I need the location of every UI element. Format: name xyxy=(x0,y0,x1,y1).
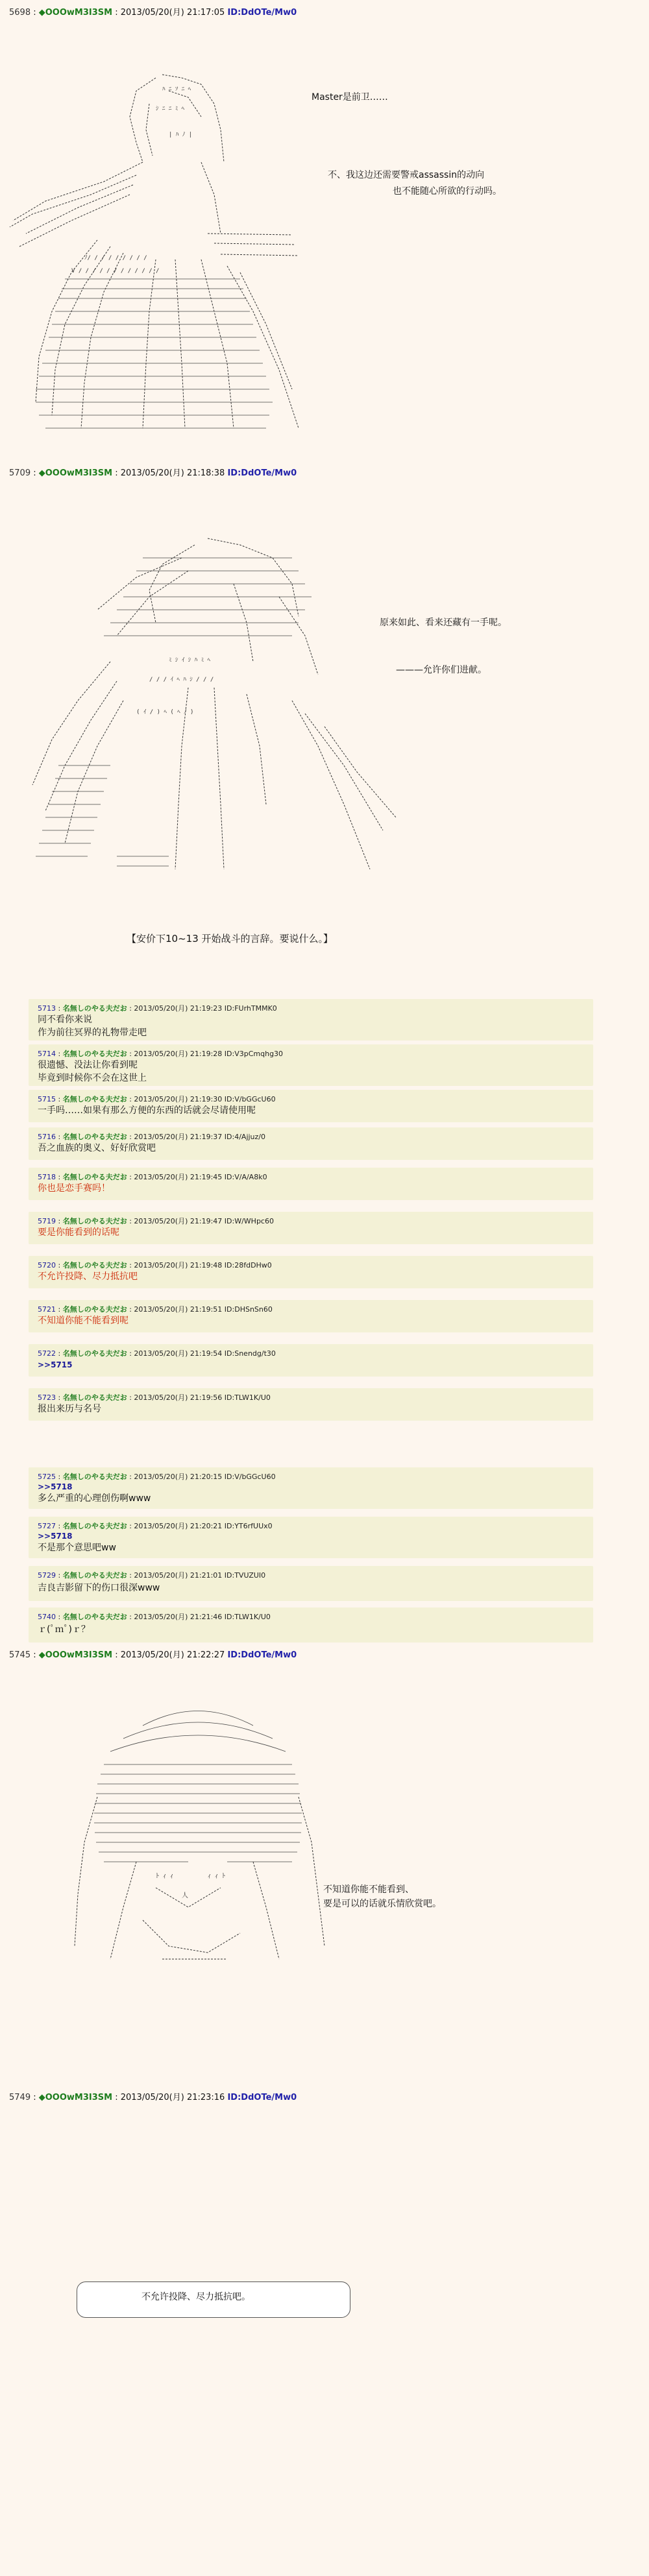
response-id[interactable]: ID:V/bGGcU60 xyxy=(224,1473,276,1481)
response-text: 很遗憾、没法让你看到呢 xyxy=(38,1060,138,1070)
response-name: 名無しのやる夫だお xyxy=(62,1349,127,1358)
reply-anchor-link[interactable]: >>5718 xyxy=(38,1532,73,1541)
response-id[interactable]: ID:4/Ajjuz/0 xyxy=(224,1133,266,1141)
poster-name: ◆OOOwM3I3SM xyxy=(38,2093,113,2102)
post-date: 2013/05/20(月) 21:18:38 xyxy=(120,468,225,478)
response-text: 一手吗……如果有那么方便的东西的话就会尽请使用呢 xyxy=(38,1105,256,1116)
post-header: 5698 : ◆OOOwM3I3SM : 2013/05/20(月) 21:17:05 ID:DdOTe/Mw0 xyxy=(9,8,297,18)
response-id[interactable]: ID:28fdDHw0 xyxy=(224,1261,272,1270)
anchor-announcement: 【安价下10~13 开始战斗的言辞。要说什么。】 xyxy=(127,933,334,945)
response-date: 2013/05/20(月) 21:19:51 xyxy=(134,1305,223,1314)
svg-text:ｨ ｨ ﾄ: ｨ ｨ ﾄ xyxy=(208,1873,226,1880)
response-text: 同不看你来说 xyxy=(38,1015,92,1025)
response-list-item: 5729 : 名無しのやる夫だお : 2013/05/20(月) 21:21:01 ID:TVUZUI0 吉良吉影留下的伤口很深www xyxy=(29,1566,593,1601)
response-date: 2013/05/20(月) 21:20:21 xyxy=(134,1522,223,1530)
response-number[interactable]: 5727 xyxy=(38,1522,56,1530)
response-id[interactable]: ID:V3pCmqhg30 xyxy=(224,1050,284,1058)
svg-text:ﾉ/ / / / / / / / /: ﾉ/ / / / / / / / / xyxy=(84,255,147,261)
response-id[interactable]: ID:TLW1K/U0 xyxy=(224,1393,271,1402)
response-name: 名無しのやる夫だお xyxy=(62,1305,127,1314)
response-number[interactable]: 5719 xyxy=(38,1217,56,1225)
response-date: 2013/05/20(月) 21:19:28 xyxy=(134,1050,223,1058)
response-list-item: 5714 : 名無しのやる夫だお : 2013/05/20(月) 21:19:28 ID:V3pCmqhg30 很遗憾、没法让你看到呢 毕竟到时候你不会在这世上 xyxy=(29,1044,593,1086)
response-name: 名無しのやる夫だお xyxy=(62,1261,127,1270)
dialogue-line: 也不能随心所欲的行动吗。 xyxy=(393,186,502,197)
response-number[interactable]: 5723 xyxy=(38,1393,56,1402)
response-list-item: 5723 : 名無しのやる夫だお : 2013/05/20(月) 21:19:56 ID:TLW1K/U0 报出来历与名号 xyxy=(29,1388,593,1421)
svg-text:ﾐ ｼ ｲ ｼ ﾊ ﾐ ﾍ: ﾐ ｼ ｲ ｼ ﾊ ﾐ ﾍ xyxy=(169,657,211,664)
response-text: 毕竟到时候你不会在这世上 xyxy=(38,1073,147,1083)
response-date: 2013/05/20(月) 21:19:54 xyxy=(134,1349,223,1358)
poster-name: ◆OOOwM3I3SM xyxy=(38,468,113,478)
svg-text:ﾊ ﾆ ｿ ﾆ ﾍ: ﾊ ﾆ ｿ ﾆ ﾍ xyxy=(162,86,191,93)
response-text: 要是你能看到的话呢 xyxy=(38,1227,119,1238)
dialogue-line: 不、我这边还需要警戒assassin的动向 xyxy=(328,170,485,180)
svg-text:| ﾊ ﾉ |: | ﾊ ﾉ | xyxy=(169,132,193,138)
response-date: 2013/05/20(月) 21:21:46 xyxy=(134,1613,223,1621)
dialogue-line: 原来如此、看来还藏有一手呢。 xyxy=(380,618,507,628)
response-number[interactable]: 5720 xyxy=(38,1261,56,1270)
post-header: 5709 : ◆OOOwM3I3SM : 2013/05/20(月) 21:18:38 ID:DdOTe/Mw0 xyxy=(9,468,297,478)
response-name: 名無しのやる夫だお xyxy=(62,1133,127,1141)
post-number[interactable]: 5749 xyxy=(9,2093,31,2102)
post-number[interactable]: 5698 xyxy=(9,8,31,18)
response-id[interactable]: ID:V/bGGcU60 xyxy=(224,1095,276,1103)
response-text: 不知道你能不能看到呢 xyxy=(38,1316,129,1326)
post-date: 2013/05/20(月) 21:23:16 xyxy=(120,2093,225,2102)
svg-text:ﾄ ｨ ｨ: ﾄ ｨ ｨ xyxy=(156,1873,174,1880)
speech-bubble-text: 不允许投降、尽力抵抗吧。 xyxy=(141,2292,251,2302)
post-number[interactable]: 5745 xyxy=(9,1650,31,1660)
response-name: 名無しのやる夫だお xyxy=(62,1004,127,1013)
response-number[interactable]: 5729 xyxy=(38,1571,56,1580)
response-number[interactable]: 5740 xyxy=(38,1613,56,1621)
response-date: 2013/05/20(月) 21:19:30 xyxy=(134,1095,223,1103)
ascii-art-figure-3 xyxy=(58,1700,331,1985)
response-list-item: 5727 : 名無しのやる夫だお : 2013/05/20(月) 21:20:21 ID:YT6rfUUx0 >>5718 不是那个意思吧ww xyxy=(29,1517,593,1558)
response-number[interactable]: 5721 xyxy=(38,1305,56,1314)
response-name: 名無しのやる夫だお xyxy=(62,1522,127,1530)
poster-name: ◆OOOwM3I3SM xyxy=(38,8,113,18)
response-id[interactable]: ID:YT6rfUUx0 xyxy=(224,1522,273,1530)
reply-anchor-link[interactable]: >>5718 xyxy=(38,1482,73,1491)
dialogue-line: 不知道你能不能看到、 xyxy=(323,1884,414,1895)
response-name: 名無しのやる夫だお xyxy=(62,1571,127,1580)
response-list-item: 5719 : 名無しのやる夫だお : 2013/05/20(月) 21:19:47 ID:W/WHpc60 要是你能看到的话呢 xyxy=(29,1212,593,1244)
response-text: 作为前往冥界的礼物带走吧 xyxy=(38,1028,147,1038)
response-number[interactable]: 5718 xyxy=(38,1173,56,1181)
response-text: 报出来历与名号 xyxy=(38,1404,101,1414)
post-number[interactable]: 5709 xyxy=(9,468,31,478)
response-name: 名無しのやる夫だお xyxy=(62,1217,127,1225)
dialogue-line: ———允许你们进献。 xyxy=(396,665,487,675)
poster-id[interactable]: ID:DdOTe/Mw0 xyxy=(227,1650,297,1660)
response-text: 不是那个意思吧ww xyxy=(38,1543,116,1553)
response-number[interactable]: 5715 xyxy=(38,1095,56,1103)
poster-id[interactable]: ID:DdOTe/Mw0 xyxy=(227,2093,297,2102)
response-number[interactable]: 5716 xyxy=(38,1133,56,1141)
response-date: 2013/05/20(月) 21:19:37 xyxy=(134,1133,223,1141)
svg-text:人: 人 xyxy=(182,1892,188,1899)
response-id[interactable]: ID:TVUZUI0 xyxy=(224,1571,266,1580)
response-number[interactable]: 5714 xyxy=(38,1050,56,1058)
response-name: 名無しのやる夫だお xyxy=(62,1613,127,1621)
poster-id[interactable]: ID:DdOTe/Mw0 xyxy=(227,468,297,478)
response-list-item: 5715 : 名無しのやる夫だお : 2013/05/20(月) 21:19:30 ID:V/bGGcU60 一手吗……如果有那么方便的东西的话就会尽请使用呢 xyxy=(29,1090,593,1122)
response-date: 2013/05/20(月) 21:19:56 xyxy=(134,1393,223,1402)
svg-text:( ｲ / ) ﾍ ( ﾍ ﾉ ): ( ｲ / ) ﾍ ( ﾍ ﾉ ) xyxy=(136,709,194,716)
response-text: 多么严重的心理创伤啊www xyxy=(38,1493,151,1504)
response-id[interactable]: ID:W/WHpc60 xyxy=(224,1217,274,1225)
poster-name: ◆OOOwM3I3SM xyxy=(38,1650,113,1660)
response-id[interactable]: ID:FUrhTMMK0 xyxy=(224,1004,277,1013)
response-date: 2013/05/20(月) 21:20:15 xyxy=(134,1473,223,1481)
dialogue-line: 要是可以的话就乐情欣赏吧。 xyxy=(323,1899,441,1909)
ascii-art-figure-2 xyxy=(19,532,409,895)
response-name: 名無しのやる夫だお xyxy=(62,1173,127,1181)
response-text: 不允许投降、尽力抵抗吧 xyxy=(38,1271,138,1282)
response-text: 吉良吉影留下的伤口很深www xyxy=(38,1583,160,1593)
response-id[interactable]: ID:V/A/A8k0 xyxy=(224,1173,267,1181)
reply-anchor-link[interactable]: >>5715 xyxy=(38,1360,73,1369)
post-header: 5745 : ◆OOOwM3I3SM : 2013/05/20(月) 21:22:27 ID:DdOTe/Mw0 xyxy=(9,1650,297,1660)
ascii-art-figure-1 xyxy=(6,65,305,441)
svg-text:ｼ ﾆ ﾆ ﾐ ﾍ: ｼ ﾆ ﾆ ﾐ ﾍ xyxy=(156,106,185,112)
response-list-item: 5718 : 名無しのやる夫だお : 2013/05/20(月) 21:19:45 ID:V/A/A8k0 你也是恋手赛吗！ xyxy=(29,1168,593,1200)
response-id[interactable]: ID:TLW1K/U0 xyxy=(224,1613,271,1621)
response-date: 2013/05/20(月) 21:19:48 xyxy=(134,1261,223,1270)
post-header: 5749 : ◆OOOwM3I3SM : 2013/05/20(月) 21:23:16 ID:DdOTe/Mw0 xyxy=(9,2093,297,2102)
response-name: 名無しのやる夫だお xyxy=(62,1473,127,1481)
response-name: 名無しのやる夫だお xyxy=(62,1050,127,1058)
response-id[interactable]: ID:DHSnSn60 xyxy=(224,1305,273,1314)
response-list-item: 5722 : 名無しのやる夫だお : 2013/05/20(月) 21:19:54 ID:Snendg/t30 >>5715 xyxy=(29,1344,593,1377)
response-date: 2013/05/20(月) 21:19:45 xyxy=(134,1173,223,1181)
response-name: 名無しのやる夫だお xyxy=(62,1095,127,1103)
response-list-item: 5740 : 名無しのやる夫だお : 2013/05/20(月) 21:21:46 ID:TLW1K/U0 ｒ(ﾟｍﾟ)ｒ？ xyxy=(29,1607,593,1643)
response-list-item: 5721 : 名無しのやる夫だお : 2013/05/20(月) 21:19:51 ID:DHSnSn60 不知道你能不能看到呢 xyxy=(29,1300,593,1332)
response-name: 名無しのやる夫だお xyxy=(62,1393,127,1402)
svg-text:V / / / / / / / / / / / /: V / / / / / / / / / / / / xyxy=(71,268,160,274)
response-id[interactable]: ID:Snendg/t30 xyxy=(224,1349,276,1358)
response-text: ｒ(ﾟｍﾟ)ｒ？ xyxy=(38,1624,90,1635)
response-text: 你也是恋手赛吗！ xyxy=(38,1183,110,1194)
response-list-item: 5725 : 名無しのやる夫だお : 2013/05/20(月) 21:20:15 ID:V/bGGcU60 >>5718 多么严重的心理创伤啊www xyxy=(29,1467,593,1509)
response-text: 吾之血族的奥义、好好欣赏吧 xyxy=(38,1143,156,1153)
response-number[interactable]: 5722 xyxy=(38,1349,56,1358)
response-list-item: 5716 : 名無しのやる夫だお : 2013/05/20(月) 21:19:37 ID:4/Ajjuz/0 吾之血族的奥义、好好欣赏吧 xyxy=(29,1127,593,1160)
post-date: 2013/05/20(月) 21:17:05 xyxy=(120,8,225,18)
response-number[interactable]: 5713 xyxy=(38,1004,56,1013)
response-date: 2013/05/20(月) 21:19:23 xyxy=(134,1004,223,1013)
response-list-item: 5713 : 名無しのやる夫だお : 2013/05/20(月) 21:19:23 ID:FUrhTMMK0 同不看你来说 作为前往冥界的礼物带走吧 xyxy=(29,999,593,1041)
response-list-item: 5720 : 名無しのやる夫だお : 2013/05/20(月) 21:19:48 ID:28fdDHw0 不允许投降、尽力抵抗吧 xyxy=(29,1256,593,1288)
response-date: 2013/05/20(月) 21:21:01 xyxy=(134,1571,223,1580)
post-date: 2013/05/20(月) 21:22:27 xyxy=(120,1650,225,1660)
poster-id[interactable]: ID:DdOTe/Mw0 xyxy=(227,8,297,18)
response-date: 2013/05/20(月) 21:19:47 xyxy=(134,1217,223,1225)
response-number[interactable]: 5725 xyxy=(38,1473,56,1481)
svg-text:/ / / ｲ ﾍ ﾊ ｼ / / /: / / / ｲ ﾍ ﾊ ｼ / / / xyxy=(149,677,214,683)
dialogue-line: Master是前卫…… xyxy=(312,92,388,102)
